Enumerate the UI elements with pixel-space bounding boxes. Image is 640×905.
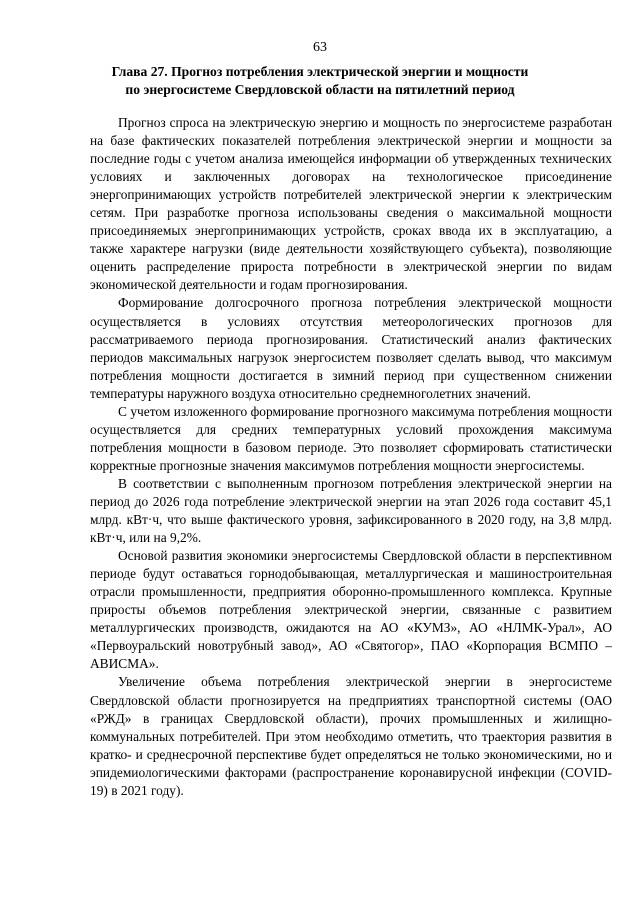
paragraph-6: Увеличение объема потребления электрической энергии в энергосистеме Свердловской области прогнозируется на предприятиях транспортной системы (ОАО «РЖД» в границах Свердловской области), прочих промышленных и жилищно-коммунальных потребителей. При этом необходимо отметить, что траектория развития в кратко- и среднесрочной перспективе будет определяться не только экономическими, но и эпидемиологическими факторами (распространение коронавирусной инфекции (COVID-19) в 2021 году). <box>90 674 612 798</box>
paragraph-3: С учетом изложенного формирование прогнозного максимума потребления мощности осуществляется для средних температурных условий прохождения максимума потребления мощности в базовом периоде. Это позволяет сформировать статистически корректные прогнозные значения максимумов потребления мощности энергосистемы. <box>90 403 612 473</box>
paragraph-4: В соответствии с выполненным прогнозом потребления электрической энергии на период до 2026 года потребление электрической энергии на этап 2026 года составит 45,1 млрд. кВт·ч, что выше фактического уровня, зафиксированного в 2020 году, на 3,8 млрд. кВт·ч, или на 9,2%. <box>90 475 612 546</box>
chapter-title-line-2: по энергосистеме Свердловской области на пятилетний период <box>125 82 515 97</box>
page-number: 63 <box>313 40 327 55</box>
chapter-title <box>60 63 580 99</box>
body-text <box>90 114 612 800</box>
paragraph-5: Основой развития экономики энергосистемы Свердловской области в перспективном периоде будут оставаться горнодобывающая, металлургическая и машиностроительная отрасли промышленности, предприятия оборонно-промышленного комплекса. Крупные приросты объемов потребления электрической энергии, связанные с развитием металлургических производств, ожидаются на АО «КУМЗ», АО «НЛМК-Урал», АО «Первоуральский новотрубный завод», АО «Святогор», ПАО «Корпорация ВСМПО – АВИСМА». <box>90 548 612 672</box>
chapter-title-line-1: Глава 27. Прогноз потребления электрической энергии и мощности <box>111 64 529 79</box>
paragraph-1: Прогноз спроса на электрическую энергию и мощность по энергосистеме разработан на базе фактических показателей потребления электрической энергии и мощности за последние годы с учетом анализа имеющейся информации об утвержденных технических условиях и заключенных договорах на технологическое присоединение энергопринимающих устройств потребителей электрической энергии к электрическим сетям. При разработке прогноза использованы сведения о максимальной мощности присоединяемых энергопринимающих устройств, сроках ввода их в эксплуатацию, а также характере нагрузки (виде деятельности хозяйствующего субъекта), позволяющие оценить распределение прироста потребности в электрической энергии по видам экономической деятельности и годам прогнозирования. <box>90 115 612 293</box>
paragraph-2: Формирование долгосрочного прогноза потребления электрической мощности осуществляется в условиях отсутствия метеорологических прогнозов для рассматриваемого периода прогнозирования. Статистический анализ фактических периодов максимальных нагрузок энергосистем позволяет сделать вывод, что максимум потребления мощности достигается в зимний период при существенном снижении температуры наружного воздуха относительно среднемноголетних значений. <box>90 295 612 401</box>
